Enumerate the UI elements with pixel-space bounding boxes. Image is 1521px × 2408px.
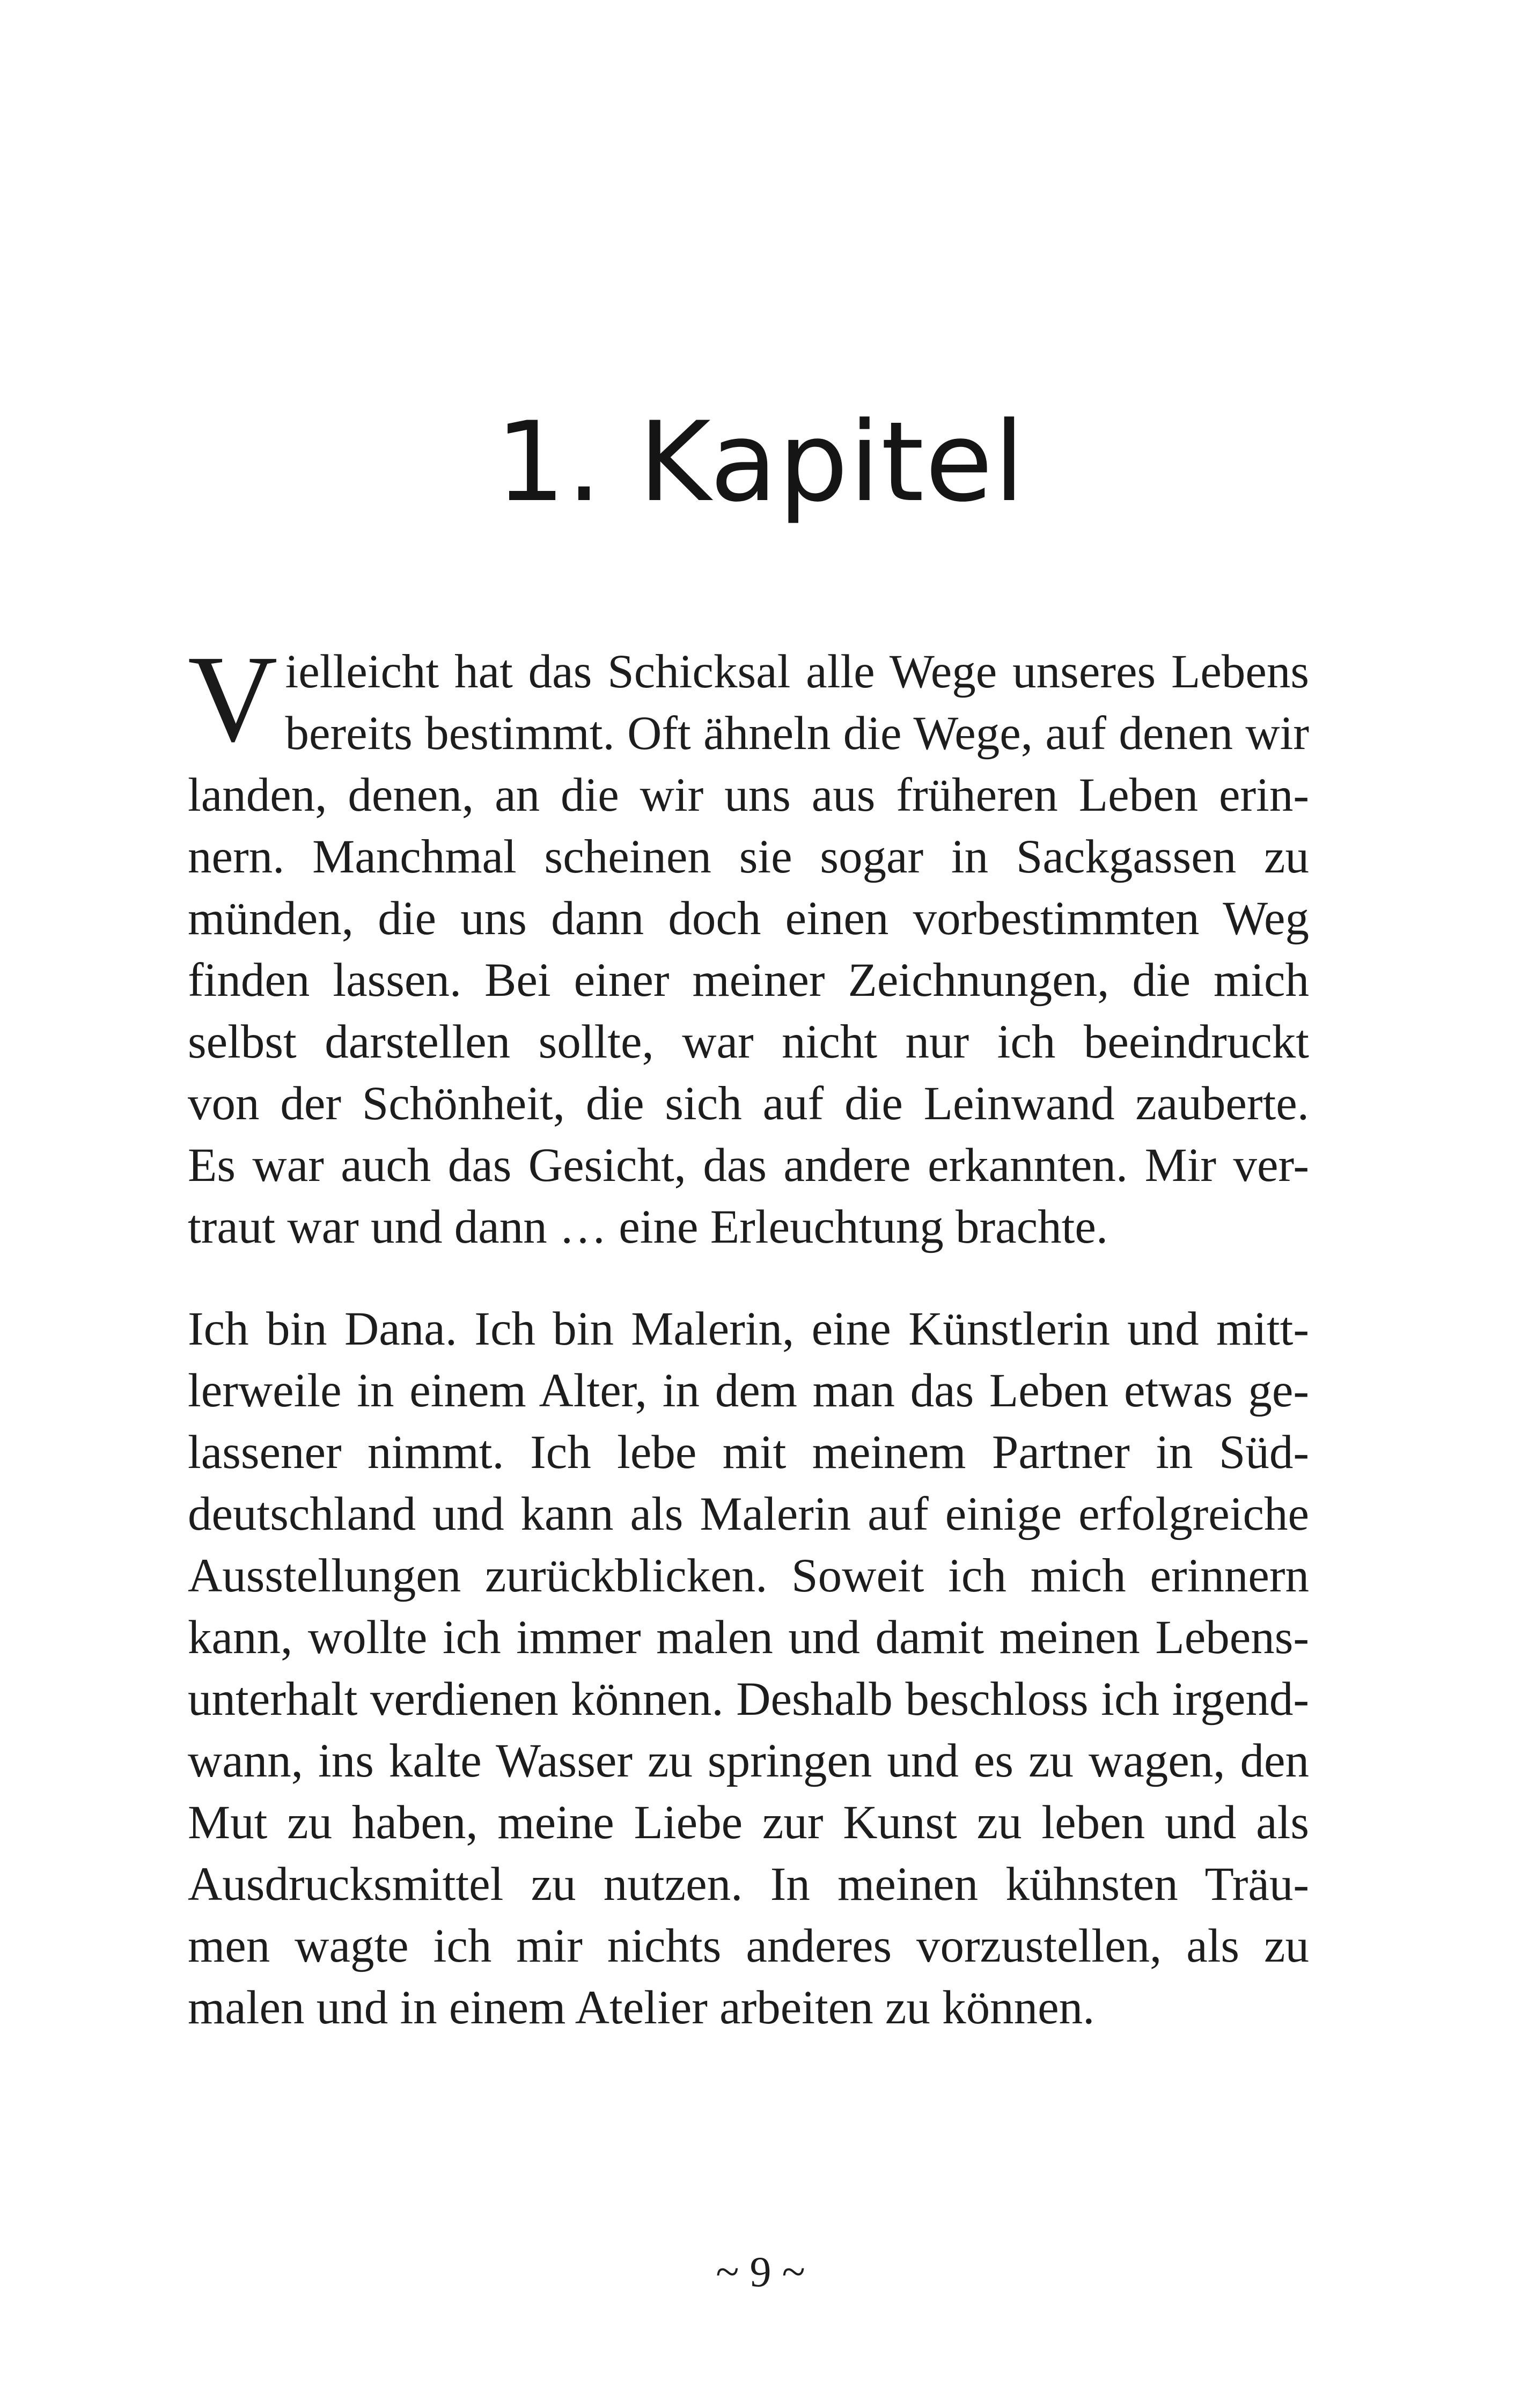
paragraph-2 [188, 1298, 1309, 2039]
text-line: Mut zu haben, meine Liebe zur Kunst zu leben und als [188, 1796, 1309, 1849]
text-line: Ich bin Dana. Ich bin Malerin, eine Künstlerin und mitt- [188, 1303, 1309, 1355]
text-line: lassener nimmt. Ich lebe mit meinem Partner in Süd- [188, 1426, 1309, 1479]
text-line: malen und in einem Atelier arbeiten zu können. [188, 1981, 1095, 2034]
text-line: selbst darstellen sollte, war nicht nur ich beeindruckt [188, 1016, 1309, 1068]
text-line: landen, denen, an die wir uns aus früheren Leben erin- [188, 769, 1309, 821]
text-line: unterhalt verdienen können. Deshalb beschloss ich irgend- [188, 1673, 1309, 1726]
text-line: Ausdrucksmittel zu nutzen. In meinen kühnsten Träu- [188, 1858, 1309, 1911]
chapter-title: 1. Kapitel [495, 399, 1026, 526]
text-line: von der Schönheit, die sich auf die Leinwand zauberte. [188, 1077, 1309, 1130]
text-line: kann, wollte ich immer malen und damit meinen Lebens- [188, 1611, 1309, 1664]
text-line: lerweile in einem Alter, in dem man das Leben etwas ge- [188, 1364, 1309, 1417]
paragraph-1 [188, 630, 1309, 1258]
text-line: traut war und dann … eine Erleuchtung brachte. [188, 1201, 1108, 1253]
text-line: nern. Manchmal scheinen sie sogar in Sackgassen zu [188, 831, 1309, 883]
text-line: bereits bestimmt. Oft ähneln die Wege, auf denen wir [285, 707, 1309, 760]
text-line: münden, die uns dann doch einen vorbestimmten Weg [188, 892, 1309, 945]
drop-cap: V [188, 630, 278, 768]
text-line: ielleicht hat das Schicksal alle Wege unseres Lebens [285, 645, 1309, 698]
text-line: men wagte ich mir nichts anderes vorzustellen, als zu [188, 1920, 1309, 1972]
text-line: Es war auch das Gesicht, das andere erkannten. Mir ver- [188, 1139, 1309, 1192]
page-number: ~ 9 ~ [716, 2249, 805, 2296]
text-line: finden lassen. Bei einer meiner Zeichnungen, die mich [188, 954, 1309, 1007]
text-line: Ausstellungen zurückblicken. Soweit ich mich erinnern [188, 1550, 1309, 1602]
text-line: deutschland und kann als Malerin auf einige erfolgreiche [188, 1488, 1309, 1540]
text-line: wann, ins kalte Wasser zu springen und es zu wagen, den [188, 1735, 1309, 1787]
